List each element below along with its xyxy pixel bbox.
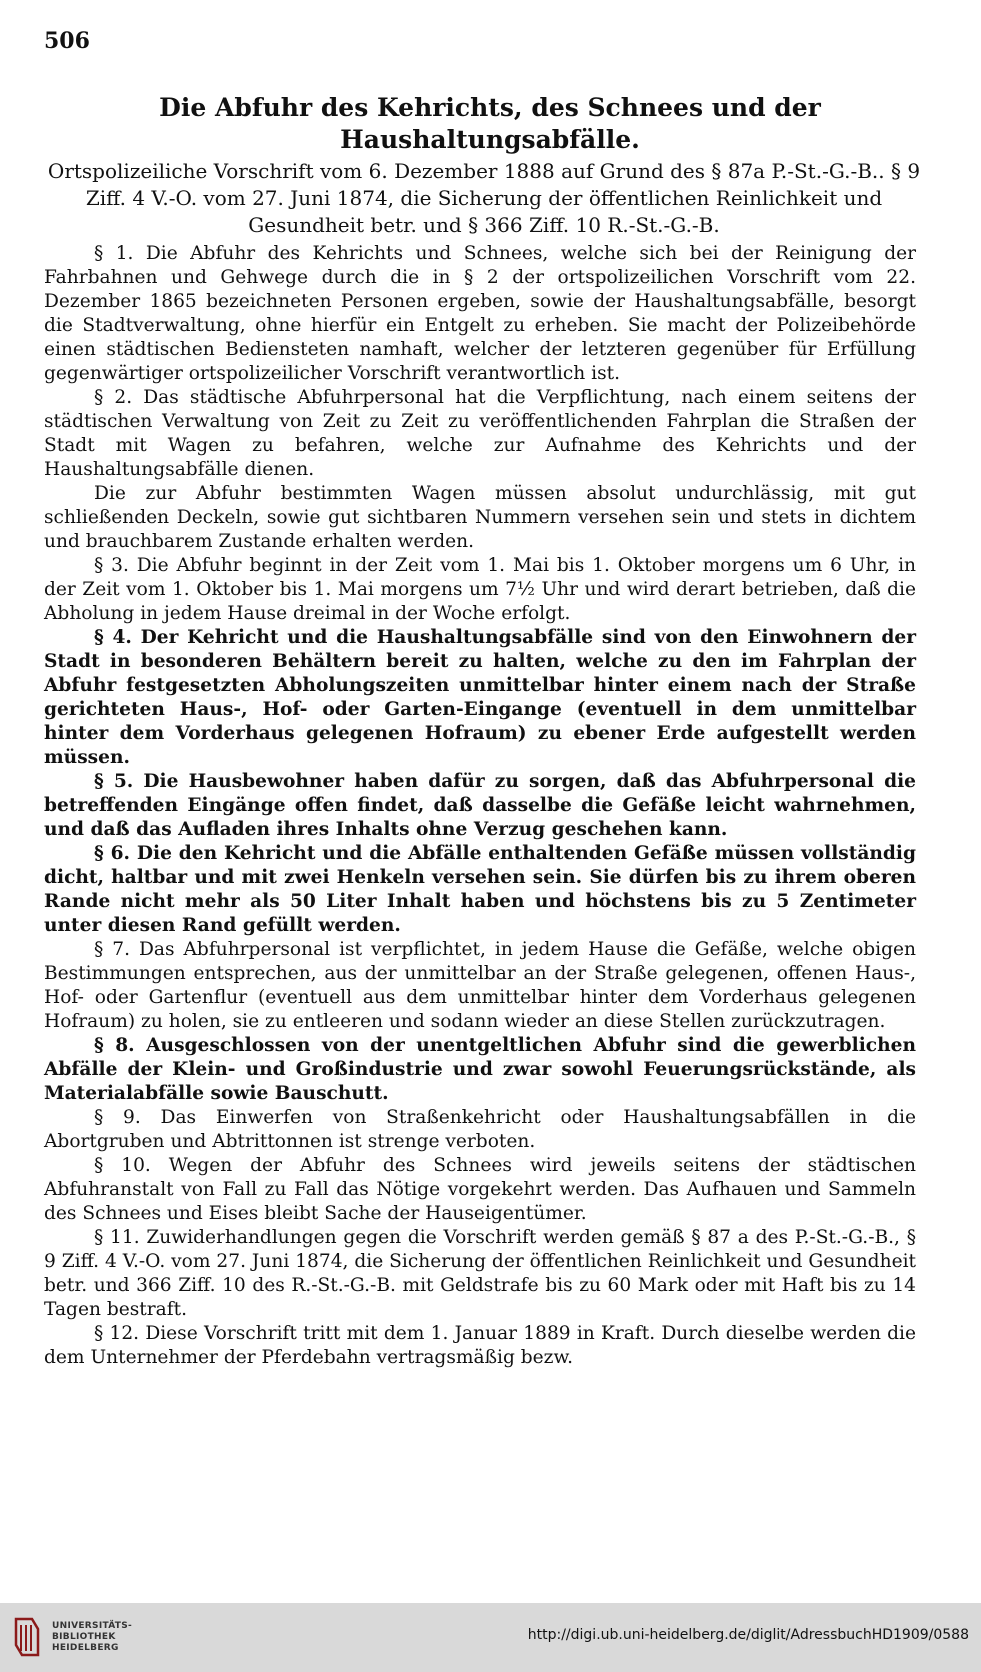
source-url-link[interactable]: http://digi.ub.uni-heidelberg.de/diglit/AdressbuchHD1909/0588 [527, 1627, 969, 1643]
paragraph-11: § 11. Zuwiderhandlungen gegen die Vorschrift werden gemäß § 87 a des P.-St.-G.-B., § 9 Ziff. 4 V.-O. vom 27. Juni 1874, die Sicherung der öffentlichen Reinlichkeit und Gesundheit betr. und 366 Ziff. 10 des R.-St.-G.-B. mit Geldstrafe bis zu 60 Mark oder mit Haft bis zu 14 Tagen bestraft. [44, 1227, 916, 1320]
library-logo-text [52, 1621, 132, 1654]
paragraph-7: § 7. Das Abfuhrpersonal ist verpflichtet, in jedem Hause die Gefäße, welche obigen Bestimmungen entsprechen, aus der unmittelbar an der Straße gelegenen, offenen Haus-, Hof- oder Gartenflur (eventuell aus dem unmittelbar hinter dem Vorderhaus gelegenen Hofraum) zu holen, sie zu entleeren und sodann wieder an diese Stellen zurückzutragen. [44, 939, 916, 1032]
logo-line-1: UNIVERSITÄTS- [52, 1621, 133, 1631]
paragraph-3: § 3. Die Abfuhr beginnt in der Zeit vom 1. Mai bis 1. Oktober morgens um 6 Uhr, in der Zeit vom 1. Oktober bis 1. Mai morgens um 7½ Uhr und wird derart betrieben, daß die Abholung in jedem Hause dreimal in der Woche erfolgt. [44, 555, 916, 624]
paragraph-2b: Die zur Abfuhr bestimmten Wagen müssen absolut undurchlässig, mit gut schließenden Deckeln, sowie gut sichtbaren Nummern versehen sein und stets in dichtem und brauchbarem Zustande erhalten werden. [44, 483, 916, 552]
paragraph-8: § 8. Ausgeschlossen von der unentgeltlichen Abfuhr sind die gewerblichen Abfälle der Klein- und Großindustrie und zwar sowohl Feuerungsrückstände, als Materialabfälle sowie Bauschutt. [44, 1035, 916, 1104]
paragraph-2: § 2. Das städtische Abfuhrpersonal hat die Verpflichtung, nach einem seitens der städtischen Verwaltung von Zeit zu Zeit zu veröffentlichenden Fahrplan die Straßen der Stadt mit Wagen zu befahren, welche zur Aufnahme des Kehrichts und der Haushaltungsabfälle dienen. [44, 387, 916, 480]
footer-bar [0, 1603, 981, 1672]
page-subtitle: Ortspolizeiliche Vorschrift vom 6. Dezember 1888 auf Grund des § 87a P.-St.-G.-B.. § 9 Ziff. 4 V.-O. vom 27. Juni 1874, die Sicherung der öffentlichen Reinlichkeit und Gesundheit betr. und § 366 Ziff. 10 R.-St.-G.-B. [47, 159, 921, 237]
paragraph-9: § 9. Das Einwerfen von Straßenkehricht oder Haushaltungsabfällen in die Abortgruben und Abtrittonnen ist strenge verboten. [44, 1107, 916, 1152]
page-title: Die Abfuhr des Kehrichts, des Schnees und der Haushaltungsabfälle. [159, 93, 821, 154]
paragraph-4: § 4. Der Kehricht und die Haushaltungsabfälle sind von den Einwohnern der Stadt in besonderen Behältern bereit zu halten, welche zu den im Fahrplan der Abfuhr festgesetzten Abholungszeiten unmittelbar hinter einem nach der Straße gerichteten Haus-, Hof- oder Garten-Eingange (eventuell in dem unmittelbar hinter dem Vorderhaus gelegenen Hofraum) zu ebener Erde aufgestellt werden müssen. [44, 627, 916, 768]
library-logo-icon [12, 1615, 42, 1659]
page-number: 506 [44, 28, 90, 54]
logo-line-2: BIBLIOTHEK [52, 1632, 116, 1642]
paragraph-6: § 6. Die den Kehricht und die Abfälle enthaltenden Gefäße müssen vollständig dicht, haltbar und mit zwei Henkeln versehen sein. Sie dürfen bis zu ihrem oberen Rande nicht mehr als 50 Liter Inhalt haben und höchstens bis zu 5 Zentimeter unter diesen Rand gefüllt werden. [44, 843, 916, 936]
paragraph-12: § 12. Diese Vorschrift tritt mit dem 1. Januar 1889 in Kraft. Durch dieselbe werden die dem Unternehmer der Pferdebahn vertragsmäßig bezw. [44, 1323, 916, 1368]
body-text [44, 242, 916, 1370]
paragraph-10: § 10. Wegen der Abfuhr des Schnees wird jeweils seitens der städtischen Abfuhranstalt von Fall zu Fall das Nötige vorgekehrt werden. Das Aufhauen und Sammeln des Schnees und Eises bleibt Sache der Hauseigentümer. [44, 1155, 916, 1224]
paragraph-5: § 5. Die Hausbewohner haben dafür zu sorgen, daß das Abfuhrpersonal die betreffenden Eingänge offen findet, daß dasselbe die Gefäße leicht wahrnehmen, und daß das Aufladen ihres Inhalts ohne Verzug geschehen kann. [44, 771, 916, 840]
logo-line-3: HEIDELBERG [52, 1643, 119, 1653]
paragraph-1: § 1. Die Abfuhr des Kehrichts und Schnees, welche sich bei der Reinigung der Fahrbahnen und Gehwege durch die in § 2 der ortspolizeilichen Vorschrift vom 22. Dezember 1865 bezeichneten Personen ergeben, sowie der Haushaltungsabfälle, besorgt die Stadtverwaltung, ohne hierfür ein Entgelt zu erheben. Sie macht der Polizeibehörde einen städtischen Bediensteten namhaft, welcher der letzteren gegenüber für Erfüllung gegenwärtiger ortspolizeilicher Vorschrift verantwortlich ist. [44, 243, 916, 384]
